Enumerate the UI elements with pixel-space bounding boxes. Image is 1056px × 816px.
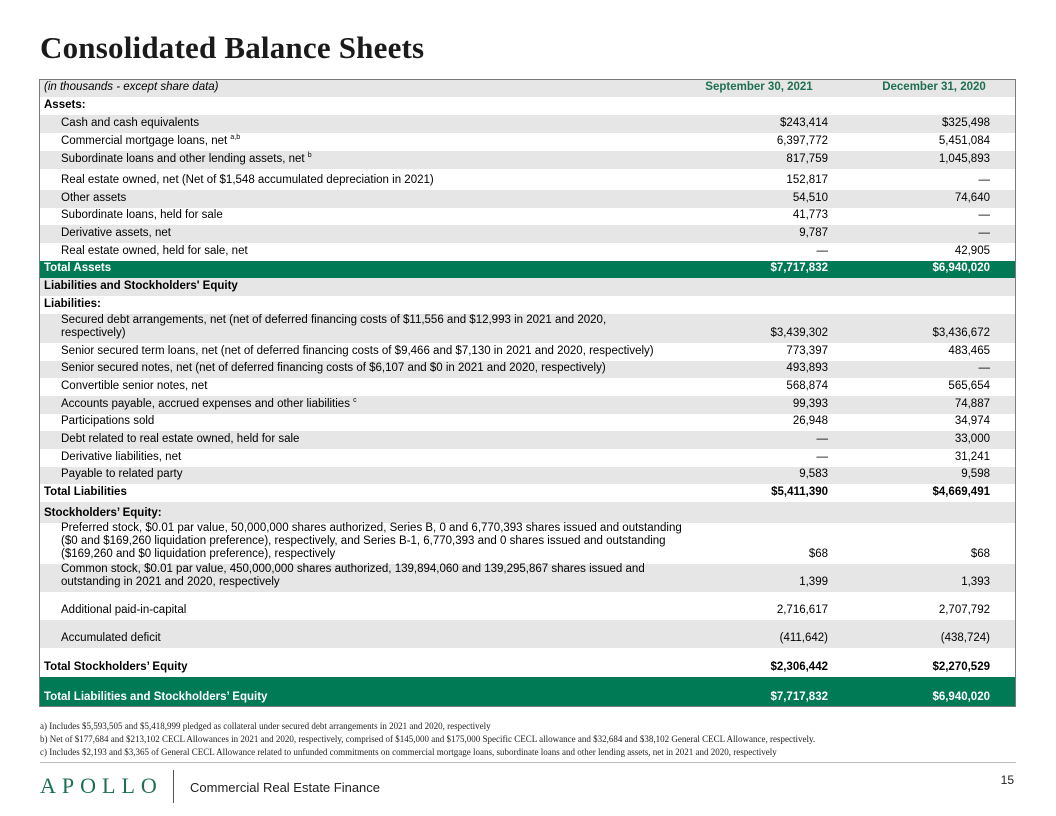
table-row xyxy=(39,523,1016,564)
value-2020: 9,598 xyxy=(961,468,990,480)
value-2020: $3,436,672 xyxy=(932,327,990,339)
footer-divider xyxy=(40,762,1016,763)
row-label: Assets: xyxy=(44,99,86,111)
table-row xyxy=(39,133,1016,151)
table-row xyxy=(39,564,1016,592)
table-row xyxy=(39,115,1016,133)
row-label: Total Liabilities and Stockholders’ Equity xyxy=(44,691,268,703)
value-2020: 5,451,084 xyxy=(938,135,990,147)
value-2020: $68 xyxy=(970,548,990,560)
section-assets xyxy=(39,97,1016,115)
value-2021: 99,393 xyxy=(792,398,828,410)
row-label: Other assets xyxy=(61,192,127,204)
value-2020: — xyxy=(978,174,990,186)
row-label: Derivative liabilities, net xyxy=(61,451,182,463)
value-2020: 33,000 xyxy=(954,433,990,445)
value-2021: 568,874 xyxy=(786,380,828,392)
row-label: Accumulated deficit xyxy=(61,632,161,644)
balance-sheet-table xyxy=(39,79,1016,707)
footnote-ref: c xyxy=(353,397,357,405)
table-row xyxy=(39,396,1016,414)
value-2020: 31,241 xyxy=(954,451,990,463)
row-label: Liabilities: xyxy=(44,298,101,310)
col-header-dec-2020: December 31, 2020 xyxy=(882,81,986,93)
section-stockholders-equity xyxy=(39,502,1016,523)
total-liabilities-equity-row xyxy=(39,677,1016,707)
value-2021: 152,817 xyxy=(786,174,828,186)
value-2020: $2,270,529 xyxy=(932,661,990,673)
row-label: Subordinate loans and other lending assets, net $^b$ xyxy=(61,152,312,165)
row-label: Total Liabilities xyxy=(44,486,127,498)
row-label: Cash and cash equivalents xyxy=(61,117,200,129)
section-liabilities xyxy=(39,296,1016,314)
row-label: Accounts payable, accrued expenses and other liabilities $^c$ xyxy=(61,397,357,410)
table-row xyxy=(39,361,1016,378)
row-label: Commercial mortgage loans, net $^{a,b}$ xyxy=(61,134,241,147)
row-label: Secured debt arrangements, net (net of deferred financing costs of $11,556 and $12,993 in 2021 and 2020, respectively) xyxy=(61,314,607,339)
row-label: Total Assets xyxy=(44,262,112,274)
table-caption: (in thousands - except share data) xyxy=(44,81,219,93)
total-liabilities-row xyxy=(39,484,1016,502)
page-title: Consolidated Balance Sheets xyxy=(40,30,425,65)
value-2020: 483,465 xyxy=(948,345,990,357)
value-2020: — xyxy=(978,362,990,374)
table-row xyxy=(39,449,1016,467)
value-2021: $68 xyxy=(808,548,828,560)
footer-separator xyxy=(173,770,174,803)
value-2020: 74,640 xyxy=(954,192,990,204)
value-2020: $6,940,020 xyxy=(932,262,990,274)
value-2020: 1,045,893 xyxy=(938,153,990,165)
page-number: 15 xyxy=(1000,773,1014,787)
value-2021: $7,717,832 xyxy=(770,691,828,703)
row-label: Participations sold xyxy=(61,415,155,427)
value-2021: $3,439,302 xyxy=(770,327,828,339)
value-2021: — xyxy=(816,451,828,463)
value-2020: $6,940,020 xyxy=(932,691,990,703)
row-label: Stockholders’ Equity: xyxy=(44,507,162,519)
row-label: Debt related to real estate owned, held for sale xyxy=(61,433,300,445)
table-row xyxy=(39,169,1016,190)
value-2020: 74,887 xyxy=(954,398,990,410)
row-label: Real estate owned, held for sale, net xyxy=(61,245,248,257)
value-2021: 493,893 xyxy=(786,362,828,374)
value-2021: 6,397,772 xyxy=(776,135,828,147)
section-liabilities-equity xyxy=(39,278,1016,296)
footnote-c: c) Includes $2,193 and $3,365 of General CECL Allowance related to unfunded commitments on commercial mortgage loans, subordinate loans and other lending assets, net in 2021 and 2020, respectively xyxy=(40,747,777,757)
row-label: Preferred stock, $0.01 par value, 50,000,000 shares authorized, Series B, 0 and 6,770,393 shares issued and outstanding ($0 and $169,260 liquidation preference), respectively, and Series B-1, 6,770,393 and 0 shares issued and outstanding ($169,260 and $0 liquidation preference), respectively xyxy=(61,522,682,560)
table-row xyxy=(39,225,1016,243)
value-2021: 9,787 xyxy=(799,227,828,239)
value-2021: 1,399 xyxy=(799,576,828,588)
table-row xyxy=(39,243,1016,261)
table-row xyxy=(39,467,1016,484)
footer-division-name: Commercial Real Estate Finance xyxy=(190,780,381,795)
value-2021: — xyxy=(816,245,828,257)
table-row xyxy=(39,314,1016,343)
row-label: Common stock, $0.01 par value, 450,000,000 shares authorized, 139,894,060 and 139,295,867 shares issued and outstanding in 2021 and 2020, respectively xyxy=(61,563,645,588)
footnote-a: a) Includes $5,593,505 and $5,418,999 pledged as collateral under secured debt arrangements in 2021 and 2020, respectively xyxy=(40,721,491,731)
row-label: Convertible senior notes, net xyxy=(61,380,208,392)
value-2021: 54,510 xyxy=(792,192,828,204)
value-2020: $4,669,491 xyxy=(932,486,990,498)
value-2020: 42,905 xyxy=(954,245,990,257)
footnote-b: b) Net of $177,684 and $213,102 CECL Allowances in 2021 and 2020, respectively, comprised of $145,000 and $175,000 Specific CECL allowance and $32,684 and $38,102 General CECL Allowance, respectively. xyxy=(40,734,816,744)
row-label: Subordinate loans, held for sale xyxy=(61,209,223,221)
row-label: Senior secured term loans, net (net of deferred financing costs of $9,466 and $7,130 in 2021 and 2020, respectively) xyxy=(61,345,654,357)
footnote-ref: a,b xyxy=(230,134,241,142)
table-row xyxy=(39,190,1016,208)
table-row xyxy=(39,431,1016,449)
value-2021: $2,306,442 xyxy=(770,661,828,673)
value-2021: $243,414 xyxy=(780,117,828,129)
value-2020: 34,974 xyxy=(954,415,990,427)
value-2020: (438,724) xyxy=(940,632,990,644)
row-label: Total Stockholders’ Equity xyxy=(44,661,188,673)
value-2021: 41,773 xyxy=(792,209,828,221)
table-row xyxy=(39,414,1016,431)
row-label: Liabilities and Stockholders' Equity xyxy=(44,280,238,292)
value-2021: (411,642) xyxy=(779,632,828,644)
value-2020: — xyxy=(978,227,990,239)
row-label: Derivative assets, net xyxy=(61,227,171,239)
table-row xyxy=(39,343,1016,361)
footnotes xyxy=(40,720,815,759)
total-stockholders-equity-row xyxy=(39,648,1016,677)
row-label: Senior secured notes, net (net of deferred financing costs of $6,107 and $0 in 2021 and 2020, respectively) xyxy=(61,362,606,374)
table-row xyxy=(39,592,1016,620)
value-2021: 9,583 xyxy=(799,468,828,480)
value-2020: 2,707,792 xyxy=(938,604,990,616)
value-2020: — xyxy=(978,209,990,221)
value-2020: 1,393 xyxy=(961,576,990,588)
row-label: Real estate owned, net (Net of $1,548 accumulated depreciation in 2021) xyxy=(61,174,434,186)
footnote-ref: b xyxy=(307,152,312,160)
table-row xyxy=(39,620,1016,648)
table-row xyxy=(39,378,1016,396)
value-2021: 26,948 xyxy=(792,415,828,427)
value-2021: $5,411,390 xyxy=(771,486,828,498)
value-2020: $325,498 xyxy=(942,117,990,129)
table-row xyxy=(39,151,1016,169)
value-2021: 773,397 xyxy=(786,345,828,357)
row-label: Payable to related party xyxy=(61,468,183,480)
table-header-row xyxy=(39,79,1016,97)
col-header-sep-2021: September 30, 2021 xyxy=(705,81,813,93)
value-2021: — xyxy=(816,433,828,445)
value-2021: $7,717,832 xyxy=(770,262,828,274)
table-row xyxy=(39,208,1016,225)
apollo-logo: APOLLO xyxy=(40,773,163,798)
total-assets-row xyxy=(39,261,1016,278)
row-label: Additional paid-in-capital xyxy=(61,604,187,616)
value-2020: 565,654 xyxy=(948,380,990,392)
value-2021: 2,716,617 xyxy=(776,604,828,616)
value-2021: 817,759 xyxy=(786,153,828,165)
